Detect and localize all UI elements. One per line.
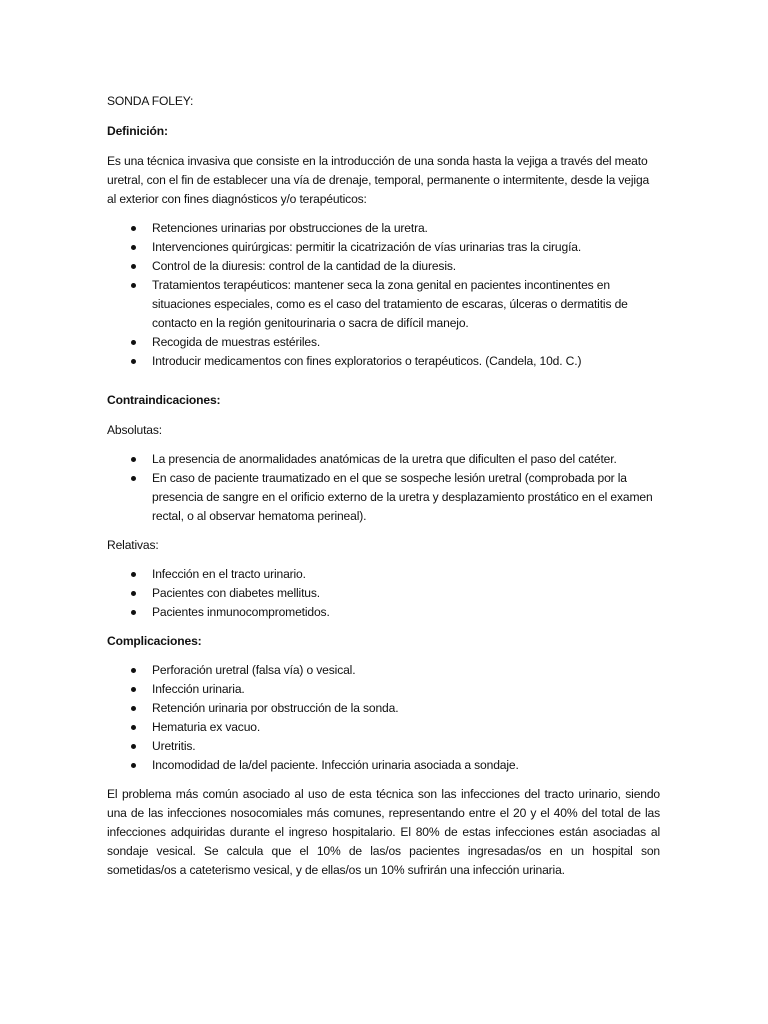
list-item: Pacientes con diabetes mellitus. bbox=[107, 584, 660, 603]
document-page bbox=[107, 92, 660, 880]
list-item: Introducir medicamentos con fines exploratorios o terapéuticos. (Candela, 10d. C.) bbox=[107, 352, 660, 371]
list-item: Control de la diuresis: control de la cantidad de la diuresis. bbox=[107, 257, 660, 276]
relativas-list bbox=[107, 565, 660, 622]
list-item: Intervenciones quirúrgicas: permitir la cicatrización de vías urinarias tras la cirugía. bbox=[107, 238, 660, 257]
complicaciones-heading: Complicaciones: bbox=[107, 634, 202, 648]
list-item: Infección urinaria. bbox=[107, 680, 660, 699]
list-item: Incomodidad de la/del paciente. Infección urinaria asociada a sondaje. bbox=[107, 756, 660, 775]
list-item: Retención urinaria por obstrucción de la sonda. bbox=[107, 699, 660, 718]
absolutas-list bbox=[107, 450, 660, 526]
absolutas-heading: Absolutas: bbox=[107, 423, 162, 437]
complicaciones-list bbox=[107, 661, 660, 775]
list-item: Recogida de muestras estériles. bbox=[107, 333, 660, 352]
list-item: Retenciones urinarias por obstrucciones de la uretra. bbox=[107, 219, 660, 238]
definicion-paragraph: Es una técnica invasiva que consiste en la introducción de una sonda hasta la vejiga a través del meato uretral, con el fin de establecer una vía de drenaje, temporal, permanente o intermitente, desde la vejiga al exterior con fines diagnósticos y/o terapéuticos: bbox=[107, 154, 650, 206]
list-item: Infección en el tracto urinario. bbox=[107, 565, 660, 584]
list-item: Perforación uretral (falsa vía) o vesical. bbox=[107, 661, 660, 680]
list-item: Pacientes inmunocomprometidos. bbox=[107, 603, 660, 622]
relativas-heading: Relativas: bbox=[107, 538, 159, 552]
list-item: Uretritis. bbox=[107, 737, 660, 756]
definicion-list bbox=[107, 219, 660, 371]
list-item: La presencia de anormalidades anatómicas de la uretra que dificulten el paso del catéter. bbox=[107, 450, 660, 469]
list-item: Hematuria ex vacuo. bbox=[107, 718, 660, 737]
list-item: Tratamientos terapéuticos: mantener seca la zona genital en pacientes incontinentes en situaciones especiales, como es el caso del tratamiento de escaras, úlceras o dermatitis de contacto en la región genitourinaria o sacra de difícil manejo. bbox=[107, 276, 660, 333]
contraindicaciones-heading: Contraindicaciones: bbox=[107, 393, 221, 407]
complicaciones-paragraph: El problema más común asociado al uso de esta técnica son las infecciones del tracto urinario, siendo una de las infecciones nosocomiales más comunes, representando entre el 20 y el 40% del total de las infecciones adquiridas durante el ingreso hospitalario. El 80% de estas infecciones están asociadas al sondaje vesical. Se calcula que el 10% de las/os pacientes ingresadas/os en un hospital son sometidas/os a cateterismo vesical, y de ellas/os un 10% sufrirán una infección urinaria. bbox=[107, 787, 660, 877]
definicion-heading: Definición: bbox=[107, 124, 168, 138]
document-title: SONDA FOLEY: bbox=[107, 94, 194, 108]
list-item: En caso de paciente traumatizado en el que se sospeche lesión uretral (comprobada por la presencia de sangre en el orificio externo de la uretra y desplazamiento prostático en el examen rectal, o al observar hematoma perineal). bbox=[107, 469, 660, 526]
